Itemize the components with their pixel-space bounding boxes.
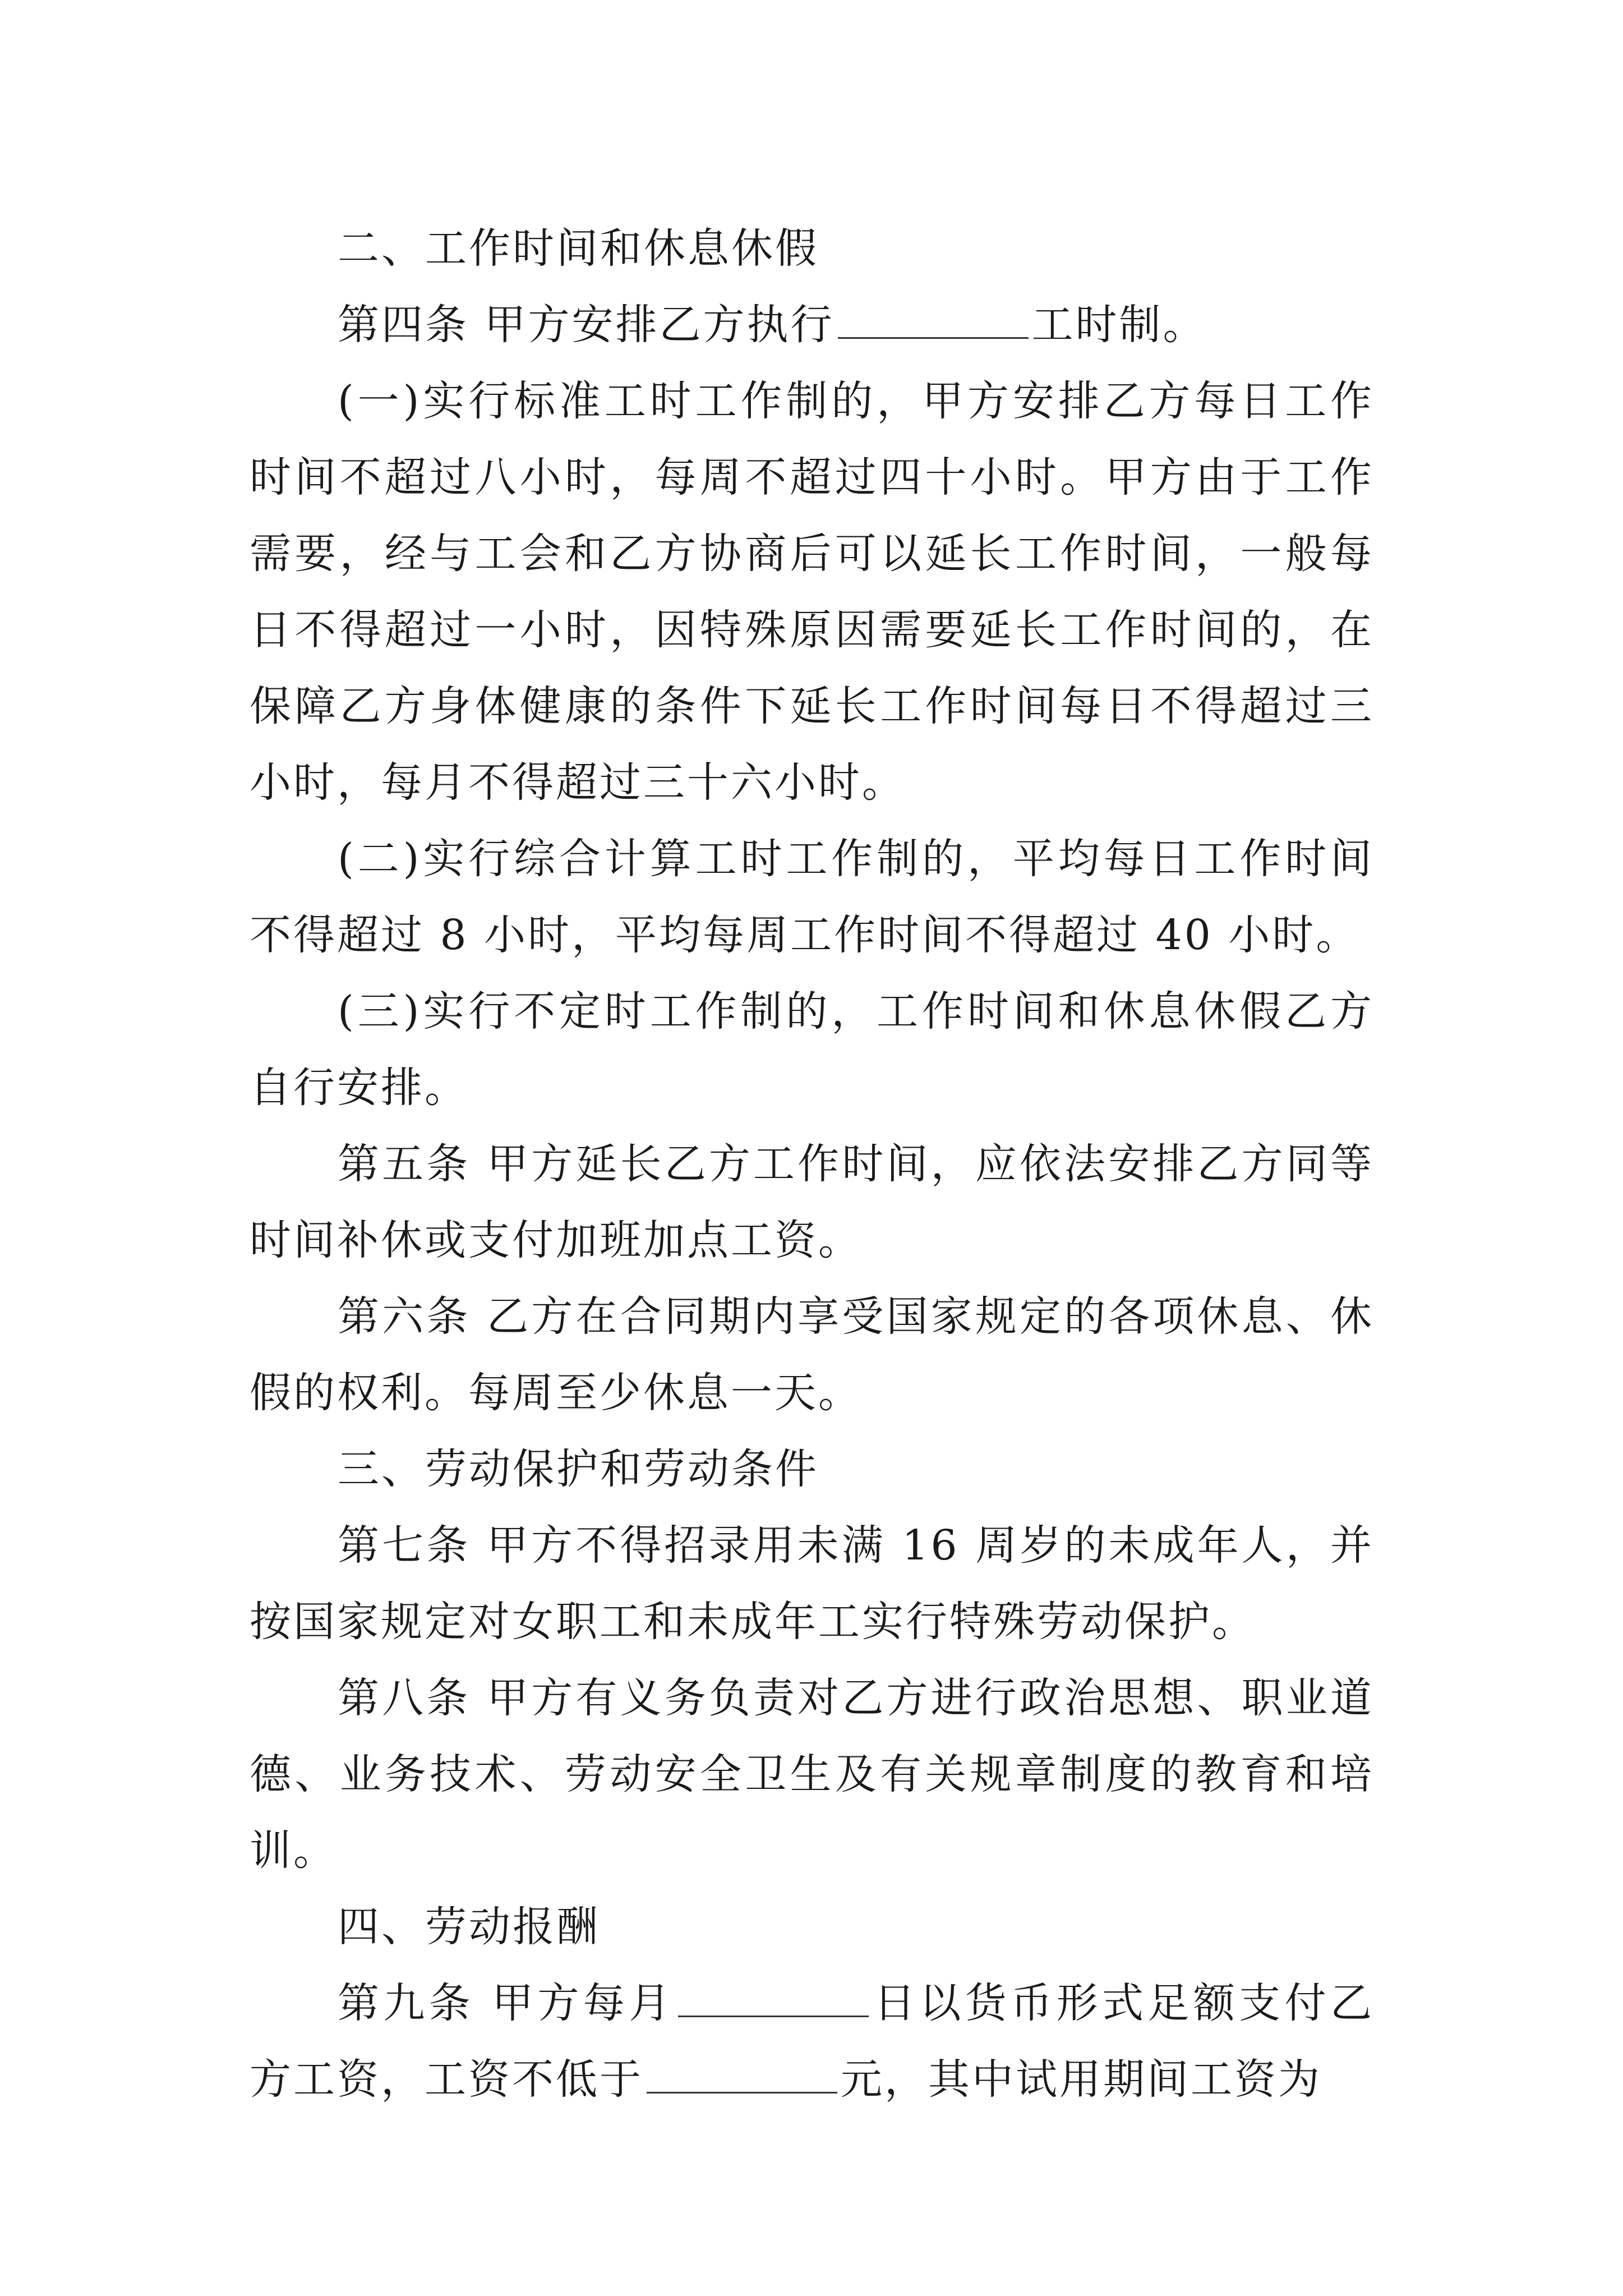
article-5: 第五条 甲方延长乙方工作时间，应依法安排乙方同等时间补休或支付加班加点工资。 (250, 1140, 1374, 1264)
article-9-text-mid: 日以货币形式足额支付乙方工资，工资不低于 (250, 1979, 1374, 2104)
article-4-item-1: (一)实行标准工时工作制的，甲方安排乙方每日工作时间不超过八小时，每周不超过四十小时。甲方由于工作需要，经与工会和乙方协商后可以延长工作时间，一般每日不得超过一小时，因特殊原因需要延长工作时间的，在保障乙方身体健康的条件下延长工作时间每日不得超过三小时，每月不得超过三十六小时。 (250, 377, 1374, 807)
article-8: 第八条 甲方有义务负责对乙方进行政治思想、职业道德、业务技术、劳动安全卫生及有关规章制度的教育和培训。 (250, 1674, 1374, 1875)
work-hour-system-blank[interactable] (838, 302, 1029, 339)
article-9 (250, 1965, 1374, 2118)
article-4-text: 第四条 甲方安排乙方执行 (338, 301, 834, 349)
minimum-wage-blank[interactable] (647, 2057, 837, 2093)
article-9-text-end: 元，其中试用期间工资为 (841, 2055, 1322, 2104)
section-heading-remuneration: 四、劳动报酬 (338, 1903, 600, 1951)
article-7: 第七条 甲方不得招录用未满 16 周岁的未成年人，并按国家规定对女职工和未成年工实行特殊劳动保护。 (250, 1521, 1374, 1646)
article-4-item-2: (二)实行综合计算工时工作制的，平均每日工作时间不得超过 8 小时，平均每周工作时间不得超过 40 小时。 (250, 835, 1374, 959)
document-body (250, 210, 1374, 2118)
article-4-item-3: (三)实行不定时工作制的，工作时间和休息休假乙方自行安排。 (250, 987, 1374, 1112)
article-9-text: 第九条 甲方每月 (338, 1979, 675, 2027)
article-4-text-end: 工时制。 (1031, 301, 1207, 349)
article-4 (250, 287, 1374, 363)
section-heading-work-hours: 二、工作时间和休息休假 (338, 224, 819, 273)
article-6: 第六条 乙方在合同期内享受国家规定的各项休息、休假的权利。每周至少休息一天。 (250, 1292, 1374, 1417)
pay-day-blank[interactable] (678, 1981, 869, 2017)
section-heading-labor-protection: 三、劳动保护和劳动条件 (338, 1445, 819, 1493)
